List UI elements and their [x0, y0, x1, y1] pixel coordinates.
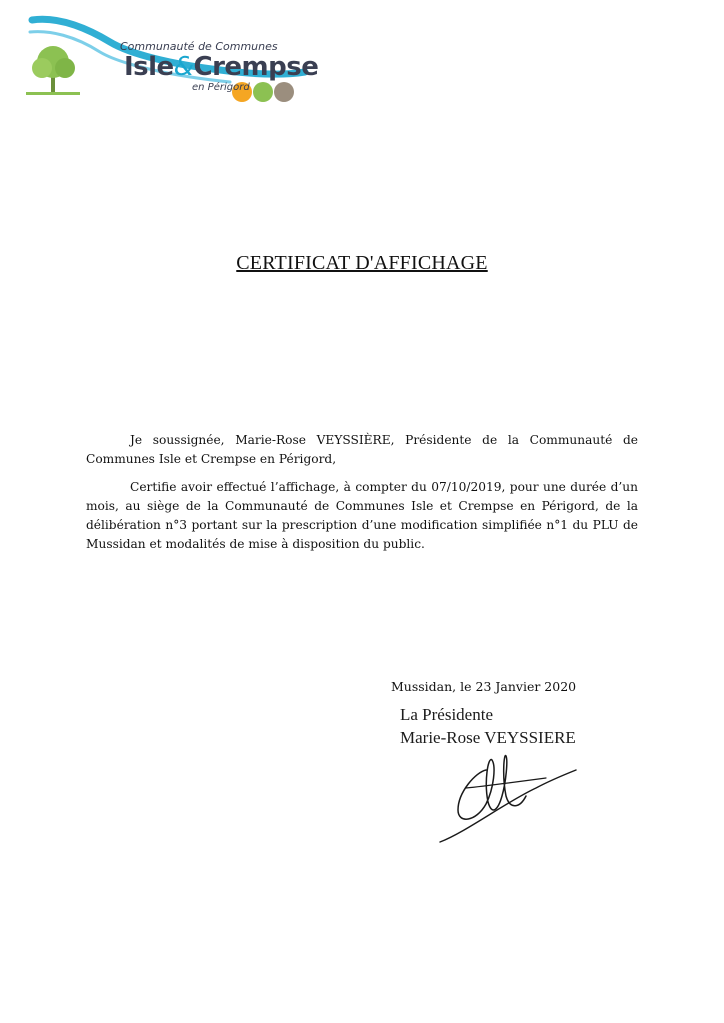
paragraph-declaration: Je soussignée, Marie-Rose VEYSSIÈRE, Présidente de la Communauté de Communes Isle et Crempse en Périgord,: [86, 433, 638, 466]
signatory-name: Marie-Rose VEYSSIERE: [400, 728, 576, 747]
logo-line1: Communauté de Communes: [120, 40, 278, 53]
signatory-role: La Présidente: [400, 705, 493, 724]
organization-logo: [20, 12, 319, 104]
logo-name-part2: Crempse: [193, 52, 319, 82]
logo-ampersand: &: [173, 52, 194, 82]
tree-icon: [26, 46, 80, 95]
brown-dot-icon: [274, 82, 294, 102]
handwritten-signature: [436, 752, 582, 848]
green-dot-icon: [253, 82, 273, 102]
logo-name: [124, 52, 318, 82]
logo-name-part1: Isle: [124, 52, 174, 82]
place-date: Mussidan, le 23 Janvier 2020: [391, 679, 577, 694]
logo-line3: en Périgord: [192, 82, 250, 93]
paragraph-certification: Certifie avoir effectué l’affichage, à compter du 07/10/2019, pour une durée d’un mois, au siège de la Communauté de Communes Isle et Crempse en Périgord, de la délibération n°3 portant sur la prescription d’une modification simplifiée n°1 du PLU de Mussidan et modalités de mise à disposition du public.: [86, 480, 638, 551]
document-title: CERTIFICAT D'AFFICHAGE: [236, 252, 488, 274]
